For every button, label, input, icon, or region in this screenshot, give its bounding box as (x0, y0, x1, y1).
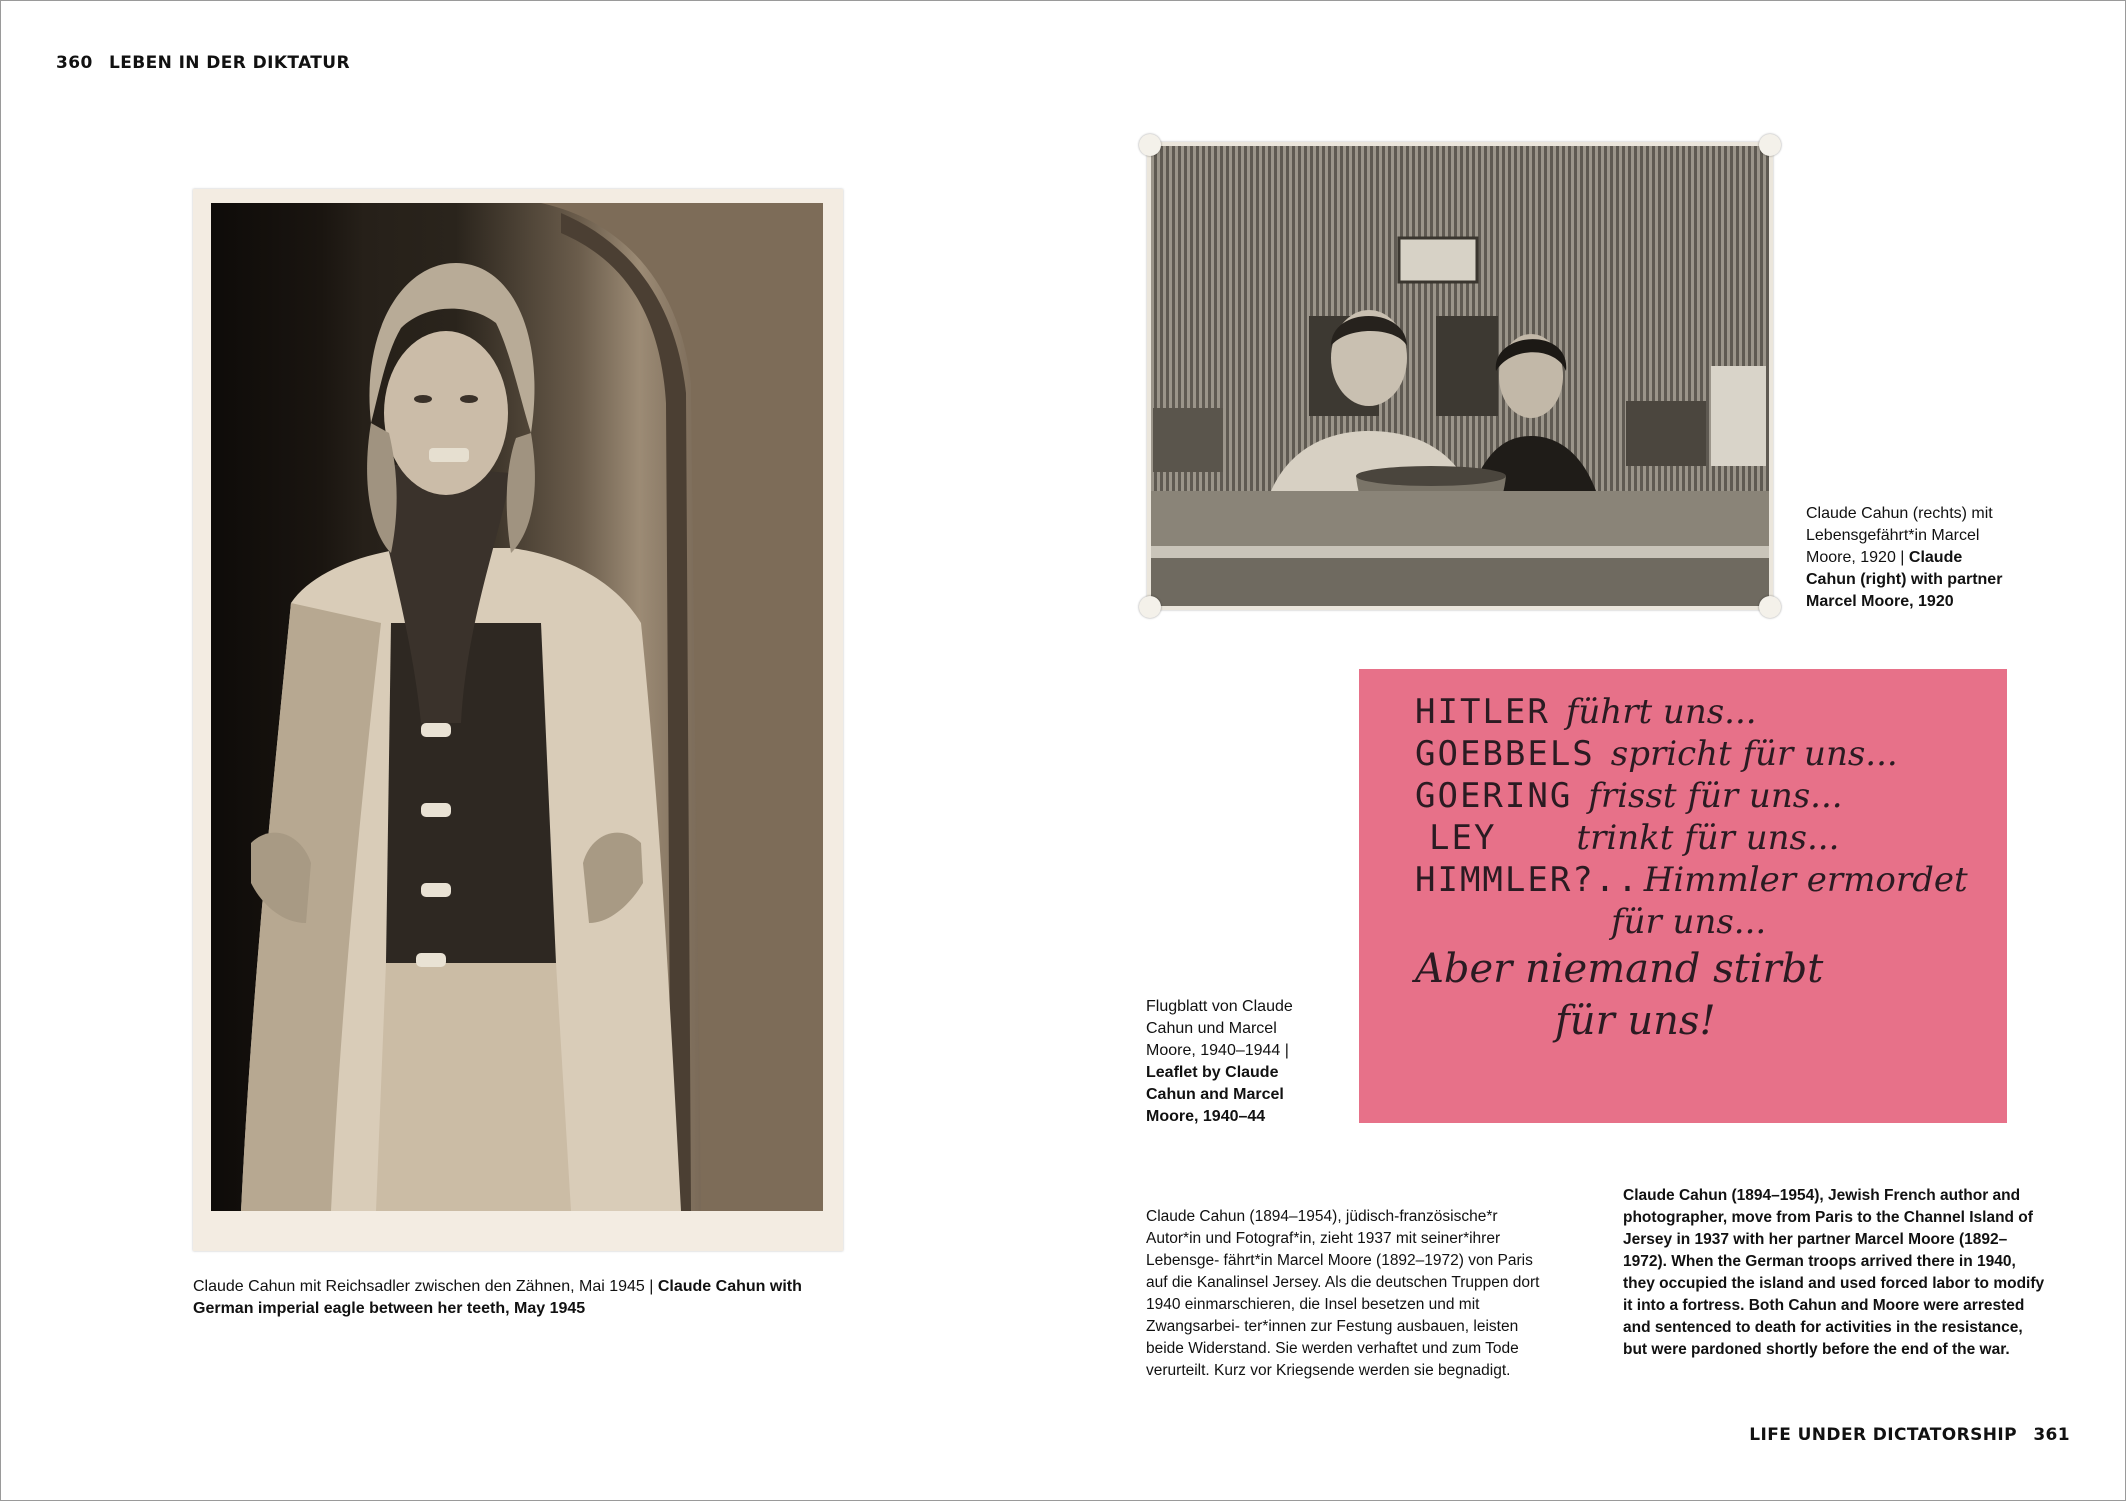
leaflet-handwriting (1415, 691, 1968, 1047)
couple-photo (1147, 142, 1773, 610)
running-title-right: LIFE UNDER DICTATORSHIP (1749, 1425, 2017, 1445)
body-text-en: Claude Cahun (1894–1954), Jewish French author and photographer, move from Paris to the Channel Island of Jersey in 1937 with her partner Marcel Moore (1892–1972). When the German troops arrived there in 1940, they occupied the island and used forced labor to modify it into a fortress. Both Cahun and Moore were arrested and sentenced to death for activities in the resistance, but were pardoned shortly before the end of the war. (1623, 1187, 2045, 1358)
photo-corner-top-right (1759, 134, 1781, 156)
leaflet-line-7: Aber niemand stirbt (1415, 946, 1824, 992)
couple-caption (1806, 503, 2006, 613)
couple-caption-en: Claude Cahun (right) with partner Marcel Moore, 1920 (1806, 549, 2003, 610)
portrait-photo (193, 189, 843, 1251)
leaflet-image (1359, 669, 2007, 1123)
running-head-left (56, 53, 350, 73)
body-text-de: Claude Cahun (1894–1954), jüdisch-französische*r Autor*in und Fotograf*in, zieht 1937 mit seiner*ihrer Lebensge- fährt*in Marcel Moore (1892–1972) von Paris auf die Kanalinsel Jersey. Als die deutschen Truppen dort 1940 einmarschieren, die Insel besetzen und mit Zwangsarbei- ter*innen zur Festung ausbauen, leisten beide Widerstand. Sie werden verhaftet und zum Tode verurteilt. Kurz vor Kriegsende werden sie begnadigt. (1146, 1208, 1540, 1379)
photo-corner-bottom-left (1139, 596, 1161, 618)
photo-corner-top-left (1139, 134, 1161, 156)
couple-caption-de: Claude Cahun (rechts) mit Lebensgefährt*in Marcel Moore, 1920 | (1806, 505, 1993, 566)
running-title-left: LEBEN IN DER DIKTATUR (109, 53, 350, 73)
leaflet-line-4: LEY trinkt für uns... (1429, 818, 1840, 858)
running-head-right (1749, 1425, 2070, 1445)
leaflet-line-3: GOERING frisst für uns... (1415, 776, 1843, 816)
photo-corner-bottom-right (1759, 596, 1781, 618)
portrait-caption (193, 1276, 833, 1320)
portrait-caption-de: Claude Cahun mit Reichsadler zwischen den Zähnen, Mai 1945 | (193, 1278, 658, 1295)
leaflet-line-5: HIMMLER?.. Himmler ermordet (1415, 860, 1968, 900)
leaflet-line-8: für uns! (1555, 998, 1716, 1044)
couple-figure-illustration (1151, 146, 1769, 606)
page-number-right: 361 (2033, 1425, 2070, 1445)
couple-photo-image (1151, 146, 1769, 606)
leaflet-line-2: GOEBBELS spricht für uns... (1415, 734, 1898, 774)
portrait-photo-image (211, 203, 823, 1211)
leaflet-caption-en: Leaflet by Claude Cahun and Marcel Moore, 1940–44 (1146, 1064, 1284, 1125)
page-number-left: 360 (56, 53, 93, 73)
portrait-figure-illustration (211, 203, 823, 1211)
portrait-caption-en: Claude Cahun with German imperial eagle between her teeth, May 1945 (193, 1278, 802, 1317)
leaflet-caption-de: Flugblatt von Claude Cahun und Marcel Moore, 1940–1944 | (1146, 998, 1293, 1059)
leaflet-caption (1146, 996, 1316, 1128)
leaflet-line-1: HITLER führt uns... (1415, 692, 1757, 732)
leaflet-line-6: für uns... (1611, 902, 1767, 942)
